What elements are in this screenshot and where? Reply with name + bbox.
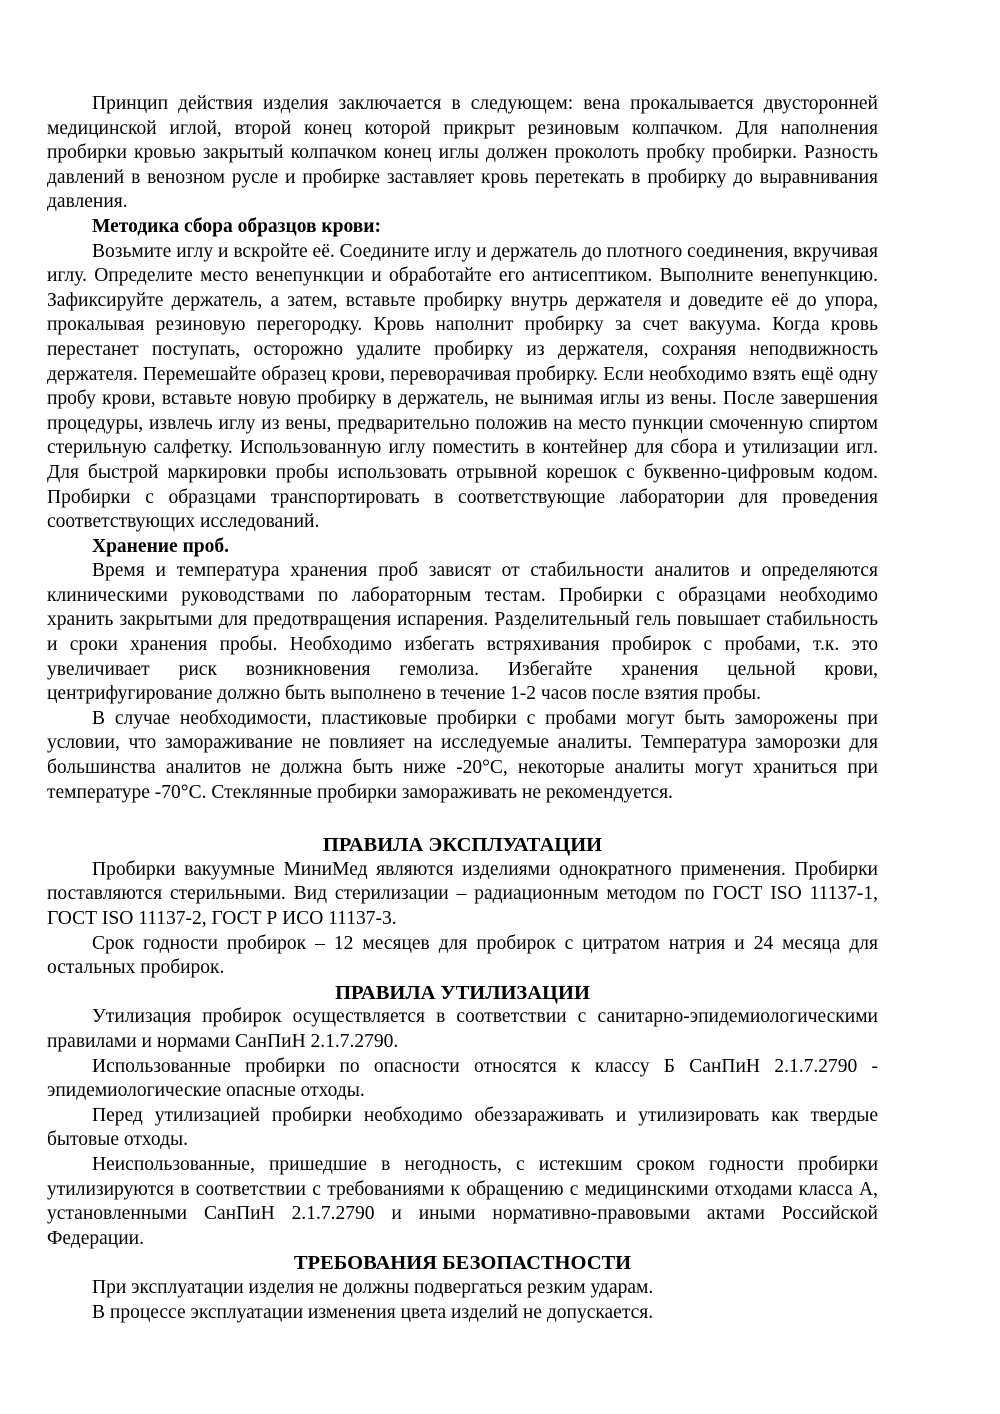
paragraph-unused-expired-tubes: Неиспользованные, пришедшие в негодность, с истекшим сроком годности пробирки утилизируются в соответствии с требованиями к обращению с медицинскими отходами класса А, установленными СанПиН 2.1.7.2790 и иными нормативно-правовыми актами Российской Федерации. xyxy=(47,1153,878,1249)
paragraph-single-use-sterilization: Пробирки вакуумные МиниМед являются изделиями однократного применения. Пробирки поставляются стерильными. Вид стерилизации – радиационным методом по ГОСТ ISO 11137-1, ГОСТ ISO 11137-2, ГОСТ Р ИСО 11137-3. xyxy=(47,858,878,929)
subheading-blood-collection-method: Методика сбора образцов крови: xyxy=(92,215,382,237)
paragraph-operating-principle: Принцип действия изделия заключается в следующем: вена прокалывается двусторонней медицинской иглой, второй конец которой прикрыт резиновым колпачком. Для наполнения пробирки кровью закрытый колпачком конец иглы должен проколоть пробку пробирки. Разность давлений в венозном русле и пробирке заставляет кровь перетекать в пробирку до выравнивания давления. xyxy=(47,93,878,213)
paragraph-collection-procedure: Возьмите иглу и вскройте её. Соедините иглу и держатель до плотного соединения, вкручивая иглу. Определите место венепункции и обработайте его антисептиком. Выполните венепункцию. Зафиксируйте держатель, а затем, вставьте пробирку внутрь держателя и доведите её до упора, прокалывая резиновую перегородку. Кровь наполнит пробирку за счет вакуума. Когда кровь перестанет поступать, осторожно удалите пробирку из держателя, сохраняя неподвижность держателя. Перемешайте образец крови, переворачивая пробирку. Если необходимо взять ещё одну пробу крови, вставьте новую пробирку в держатель, не вынимая иглы из вены. После завершения процедуры, извлечь иглу из вены, предварительно положив на место пункции смоченную спиртом стерильную салфетку. Использованную иглу поместить в контейнер для сбора и утилизации игл. Для быстрой маркировки пробы использовать отрывной корешок с буквенно-цифровым кодом. Пробирки с образцами транспортировать в соответствующие лаборатории для проведения соответствующих исследований. xyxy=(47,240,878,533)
paragraph-safety-color-change: В процессе эксплуатации изменения цвета изделий не допускается. xyxy=(92,1301,654,1323)
paragraph-safety-impacts: При эксплуатации изделия не должны подвергаться резким ударам. xyxy=(92,1276,654,1298)
paragraph-disposal-sanitary-rules: Утилизация пробирок осуществляется в соответствии с санитарно-эпидемиологическими правилами и нормами СанПиН 2.1.7.2790. xyxy=(47,1006,878,1052)
paragraph-shelf-life: Срок годности пробирок – 12 месяцев для пробирок с цитратом натрия и 24 месяца для остальных пробирок. xyxy=(47,932,878,979)
section-heading-operation-rules: ПРАВИЛА ЭКСПЛУАТАЦИИ xyxy=(322,834,603,857)
paragraph-used-tubes-class-b: Использованные пробирки по опасности относятся к классу Б СанПиН 2.1.7.2790 - эпидемиологические опасные отходы. xyxy=(47,1055,878,1102)
section-heading-disposal-rules: ПРАВИЛА УТИЛИЗАЦИИ xyxy=(335,981,590,1004)
paragraph-freezing-conditions: В случае необходимости, пластиковые пробирки с пробами могут быть заморожены при условии, что замораживание не повлияет на исследуемые аналиты. Температура заморозки для большинства аналитов не должна быть ниже -20°С, некоторые аналиты могут храниться при температуре -70°С. Стеклянные пробирки замораживать не рекомендуется. xyxy=(47,707,878,803)
subheading-sample-storage: Хранение проб. xyxy=(92,535,230,557)
paragraph-disinfection-before-disposal: Перед утилизацией пробирки необходимо обеззараживать и утилизировать как твердые бытовые отходы. xyxy=(47,1104,878,1151)
paragraph-storage-conditions: Время и температура хранения проб зависят от стабильности аналитов и определяются клиническими руководствами по лабораторным тестам. Пробирки с образцами необходимо хранить закрытыми для предотвращения испарения. Разделительный гель повышает стабильность и сроки хранения пробы. Необходимо избегать встряхивания пробирок с пробами, т.к. это увеличивает риск возникновения гемолиза. Избегайте хранения цельной крови, центрифугирование должно быть выполнено в течение 1-2 часов после взятия пробы. xyxy=(47,560,878,705)
section-heading-safety-requirements: ТРЕБОВАНИЯ БЕЗОПАСТНОСТИ xyxy=(293,1252,632,1275)
